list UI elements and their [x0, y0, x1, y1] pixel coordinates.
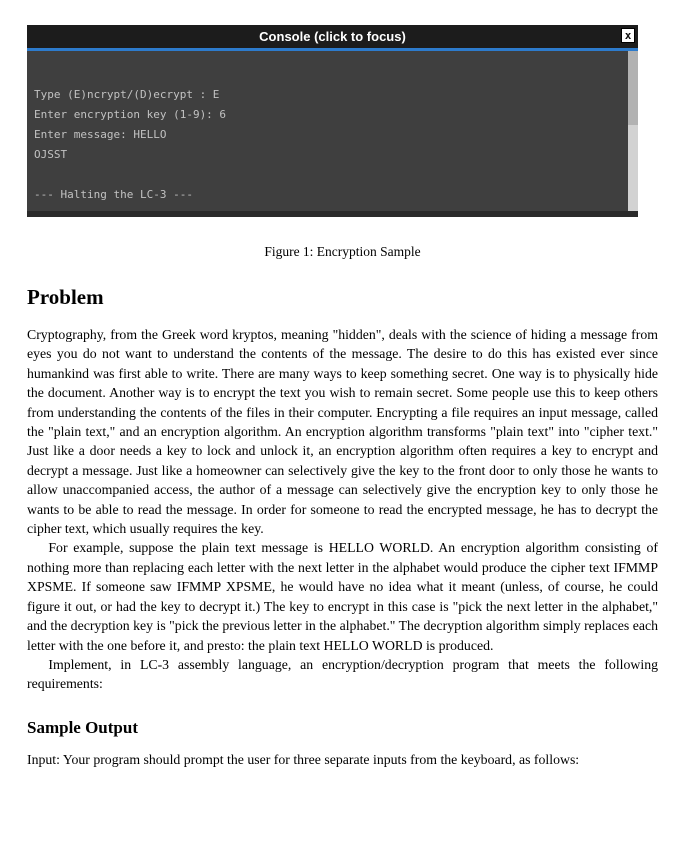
paragraph-input-prompt: Input: Your program should prompt the user for three separate inputs from the keyboard, as follows: — [27, 751, 580, 767]
paragraph-cryptography: Cryptography, from the Greek word kryptos, meaning "hidden", deals with the science of hiding a message from eyes you do not want to understand the contents of the message. The desire to do this has existed ever since humankind was first able to write. There are many ways to keep something secret. One way is to physically hide the document. Another way is to encrypt the text you wish to remain secret. Some people use this to keep others from understanding the contents of the files in their computer. Encrypting a file requires an input message, called the "plain text," and an encryption algorithm. An encryption algorithm transforms "plain text" into "cipher text." Just like a door needs a key to lock and unlock it, an encryption algorithm often requires a key to encrypt and decrypt a message. Just like a homeowner can selectively give the key to the front door to only those he wants to allow unaccompanied access, the author of a message can selectively give the encryption key to only those he wants to be able to read the message. In order for someone to read the encrypted message, he has to decrypt the cipher text, which usually requires the key. — [27, 327, 658, 537]
console-output[interactable] — [27, 51, 638, 211]
console-line: Type (E)ncrypt/(D)ecrypt : E — [34, 88, 220, 101]
console-title: Console (click to focus) — [259, 29, 406, 44]
console-line: Enter encryption key (1-9): 6 — [34, 108, 227, 121]
console-scrollbar[interactable] — [628, 51, 638, 211]
console-line: OJSST — [34, 148, 68, 161]
console-titlebar[interactable] — [27, 25, 638, 48]
paragraph-implement: Implement, in LC-3 assembly language, an encryption/decryption program that meets the following requirements: — [27, 656, 658, 692]
console-bottom-edge — [27, 211, 638, 217]
section-heading-sample-output: Sample Output — [27, 717, 138, 737]
figure-caption: Figure 1: Encryption Sample — [264, 244, 421, 259]
console-line — [34, 165, 620, 185]
section-heading-problem: Problem — [27, 285, 104, 309]
console-window — [27, 25, 638, 217]
console-line: --- Halting the LC-3 --- — [34, 188, 193, 201]
close-icon[interactable]: x — [621, 28, 635, 43]
paragraph-example: For example, suppose the plain text message is HELLO WORLD. An encryption algorithm consisting of nothing more than replacing each letter with the next letter in the alphabet would produce the cipher text IFMMP XPSME. If someone saw IFMMP XPSME, he would have no idea what it meant (unless, of course, he could figure it out, or had the key to decrypt it.) The key to encrypt in this case is "pick the next letter in the alphabet," and the decryption key is "pick the previous letter in the alphabet." The decryption algorithm simply replaces each letter with the one before it, and presto: the plain text HELLO WORLD is produced. — [27, 540, 658, 653]
scrollbar-thumb[interactable] — [628, 51, 638, 125]
console-line: Enter message: HELLO — [34, 128, 167, 141]
